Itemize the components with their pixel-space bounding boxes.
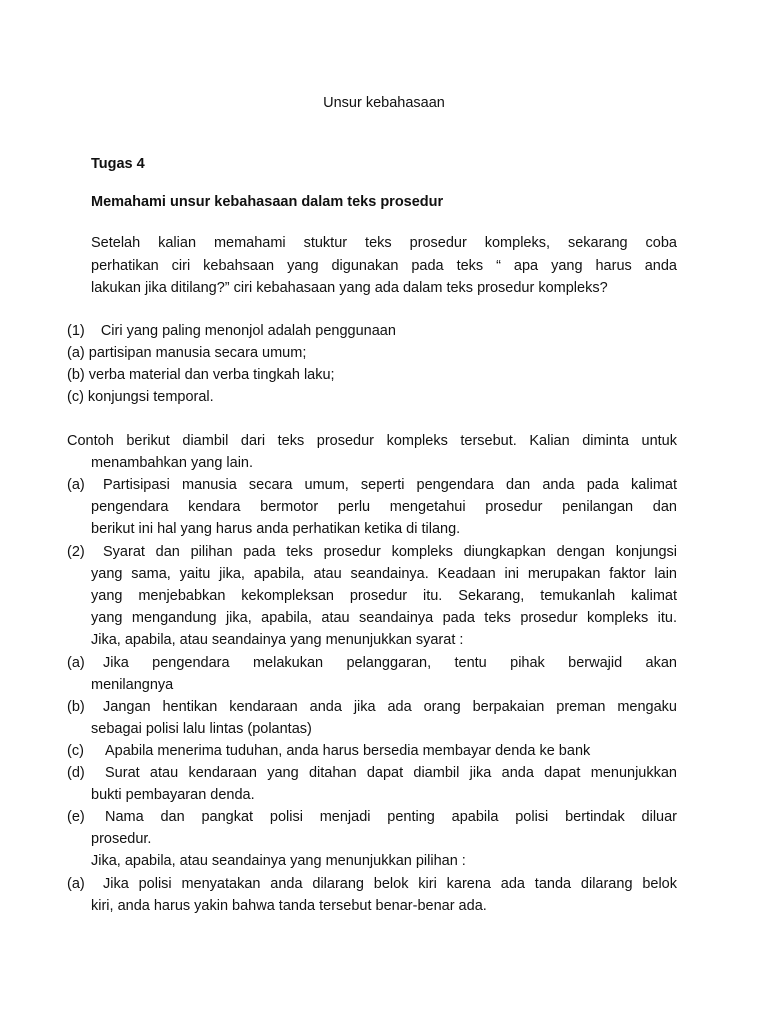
list-item-text: Jika, apabila, atau seandainya yang menunjukkan pilihan : (91, 853, 466, 869)
list-item-text: Apabila menerima tuduhan, anda harus bersedia membayar denda ke bank (105, 743, 591, 759)
list-item-text: sebagai polisi lalu lintas (polantas) (91, 721, 312, 737)
list-item-text: Nama dan pangkat polisi menjadi penting apabila polisi bertindak diluar (105, 809, 677, 825)
list-item-text: Jangan hentikan kendaraan anda jika ada orang berpakaian preman mengaku (103, 699, 677, 715)
list-marker: (a) (67, 655, 85, 671)
paragraph-line: Contoh berikut diambil dari teks prosedur kompleks tersebut. Kalian diminta untuk (67, 433, 677, 449)
list-marker: (d) (67, 765, 85, 781)
task-label: Tugas 4 (91, 156, 145, 172)
paragraph-line: menambahkan yang lain. (91, 455, 254, 471)
list-marker: (a) (67, 477, 85, 493)
list-item-text: yang sama, yaitu jika, apabila, atau seandainya. Keadaan ini merupakan faktor lain (91, 566, 677, 582)
list-item: (b) verba material dan verba tingkah laku; (67, 367, 335, 383)
list-marker: (2) (67, 544, 85, 560)
list-item: (a) partisipan manusia secara umum; (67, 345, 307, 361)
list-item-text: prosedur. (91, 831, 152, 847)
list-item: (c) konjungsi temporal. (67, 389, 214, 405)
document-title: Unsur kebahasaan (323, 95, 445, 111)
list-item-text: berikut ini hal yang harus anda perhatikan ketika di tilang. (91, 521, 461, 537)
section-heading: Memahami unsur kebahasaan dalam teks prosedur (91, 194, 444, 210)
list-item-text: kiri, anda harus yakin bahwa tanda tersebut benar-benar ada. (91, 898, 487, 914)
list-item: (1) Ciri yang paling menonjol adalah penggunaan (67, 323, 396, 339)
intro-line: perhatikan ciri kebahsaan yang digunakan pada teks “ apa yang harus anda (91, 258, 677, 274)
list-item-text: menilangnya (91, 677, 174, 693)
list-marker: (a) (67, 876, 85, 892)
list-item-text: Surat atau kendaraan yang ditahan dapat diambil jika anda dapat menunjukkan (105, 765, 677, 781)
list-item-text: Jika polisi menyatakan anda dilarang belok kiri karena ada tanda dilarang belok (103, 876, 677, 892)
list-item-text: Partisipasi manusia secara umum, seperti pengendara dan anda pada kalimat (103, 477, 677, 493)
list-item-text: bukti pembayaran denda. (91, 787, 255, 803)
list-item-text: pengendara kendara bermotor perlu mengetahui prosedur penilangan dan (91, 499, 677, 515)
list-item-text: yang menjebabkan kekompleksan prosedur itu. Sekarang, temukanlah kalimat (91, 588, 677, 604)
list-item-text: yang mengandung jika, apabila, atau seandainya pada teks prosedur kompleks itu. (91, 610, 677, 626)
list-marker: (b) (67, 699, 85, 715)
list-item-text: Jika, apabila, atau seandainya yang menunjukkan syarat : (91, 632, 464, 648)
intro-line: Setelah kalian memahami stuktur teks prosedur kompleks, sekarang coba (91, 235, 677, 251)
intro-line: lakukan jika ditilang?” ciri kebahasaan yang ada dalam teks prosedur kompleks? (91, 280, 608, 296)
list-item-text: Syarat dan pilihan pada teks prosedur kompleks diungkapkan dengan konjungsi (103, 544, 677, 560)
list-marker: (c) (67, 743, 84, 759)
list-item-text: Jika pengendara melakukan pelanggaran, tentu pihak berwajid akan (103, 655, 677, 671)
list-marker: (e) (67, 809, 85, 825)
